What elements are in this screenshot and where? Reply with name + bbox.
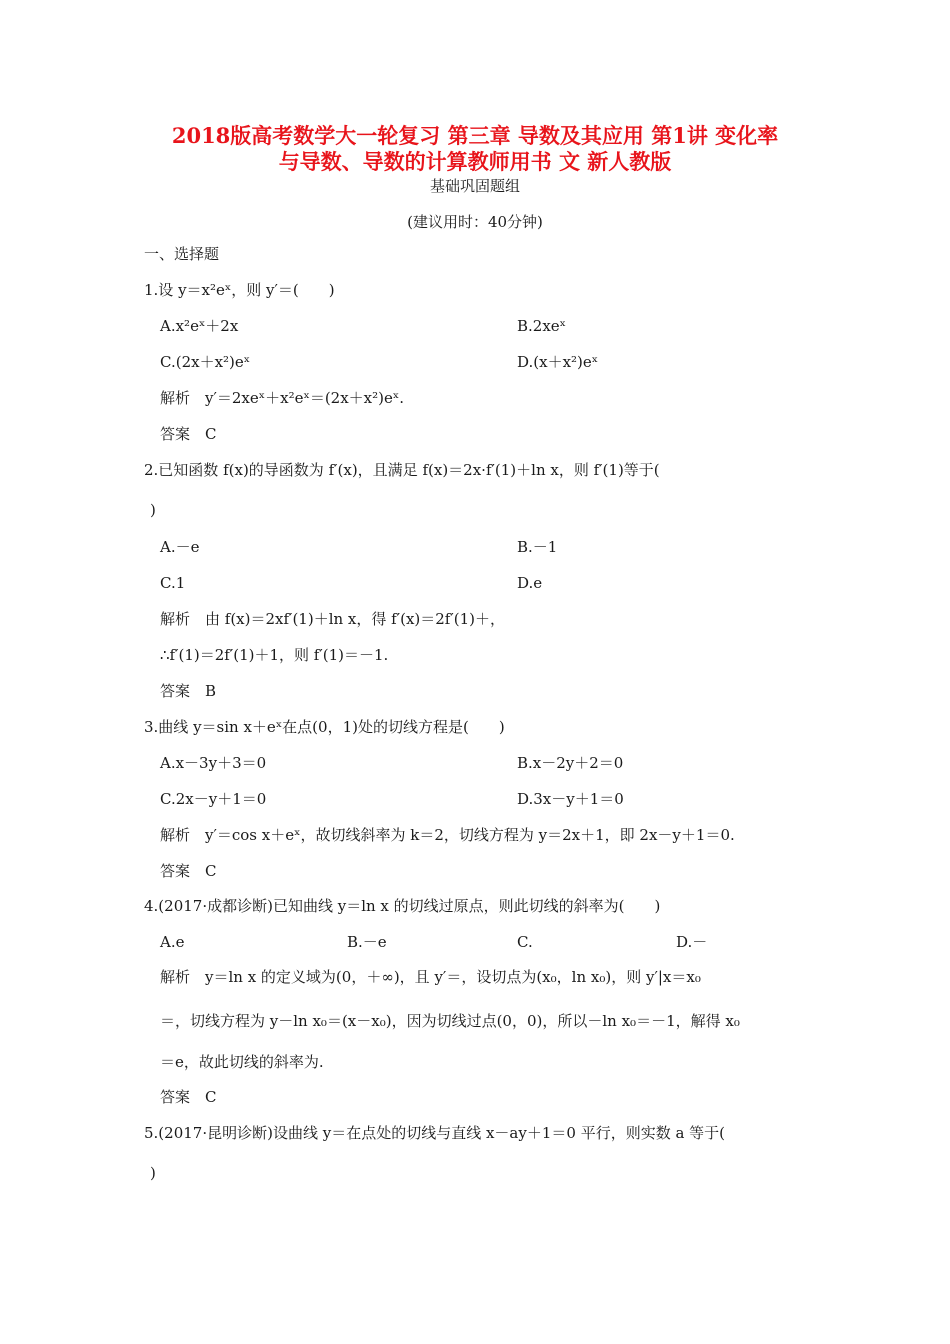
q2-option-a: A.－e: [160, 538, 200, 556]
q1-option-c: C.(2x＋x²)eˣ: [160, 353, 251, 371]
q4-analysis-line-3: ＝e，故此切线的斜率为.: [160, 1053, 324, 1071]
q2-option-b: B.－1: [517, 538, 558, 556]
q5-stem-continued: ): [150, 1164, 156, 1182]
q4-answer: 答案 C: [160, 1088, 217, 1106]
q3-analysis: 解析 y′＝cos x＋eˣ，故切线斜率为 k＝2，切线方程为 y＝2x＋1，即 2x－y＋1＝0.: [160, 826, 735, 844]
q3-option-b: B.x－2y＋2＝0: [517, 754, 624, 772]
q2-option-c: C.1: [160, 574, 186, 592]
q4-option-c: C.: [517, 933, 533, 951]
q2-analysis-line-2: ∴f′(1)＝2f′(1)＋1，则 f′(1)＝－1.: [160, 646, 389, 664]
q1-stem: 1.设 y＝x²eˣ，则 y′＝( ): [144, 281, 335, 299]
q4-analysis-line-2: ＝，切线方程为 y－ln x₀＝(x－x₀)，因为切线过点(0，0)，所以－ln x₀＝－1，解得 x₀: [160, 1012, 740, 1030]
q1-answer: 答案 C: [160, 425, 217, 443]
q4-stem: 4.(2017·成都诊断)已知曲线 y＝ln x 的切线过原点，则此切线的斜率为( ): [144, 897, 661, 915]
q1-option-d: D.(x＋x²)eˣ: [517, 353, 599, 371]
q3-answer: 答案 C: [160, 862, 217, 880]
q1-option-a: A.x²eˣ＋2x: [160, 317, 239, 335]
section-heading: 一、选择题: [144, 245, 220, 263]
q2-stem: 2.已知函数 f(x)的导函数为 f′(x)，且满足 f(x)＝2x·f′(1)＋ln x，则 f′(1)等于(: [144, 461, 660, 479]
q3-stem: 3.曲线 y＝sin x＋eˣ在点(0，1)处的切线方程是( ): [144, 718, 505, 736]
q4-option-a: A.e: [160, 933, 185, 951]
q3-option-a: A.x－3y＋3＝0: [160, 754, 267, 772]
document-title-line-1: 2018版高考数学大一轮复习 第三章 导数及其应用 第1讲 变化率: [171, 123, 779, 148]
document-title-line-2: 与导数、导数的计算教师用书 文 新人教版: [278, 149, 672, 174]
q3-option-c: C.2x－y＋1＝0: [160, 790, 267, 808]
q5-stem: 5.(2017·昆明诊断)设曲线 y＝在点处的切线与直线 x－ay＋1＝0 平行，则实数 a 等于(: [144, 1124, 726, 1142]
q3-option-d: D.3x－y＋1＝0: [517, 790, 624, 808]
q2-stem-continued: ): [150, 501, 156, 519]
q4-option-b: B.－e: [347, 933, 387, 951]
q1-analysis: 解析 y′＝2xeˣ＋x²eˣ＝(2x＋x²)eˣ.: [160, 389, 405, 407]
q2-analysis-line-1: 解析 由 f(x)＝2xf′(1)＋ln x，得 f′(x)＝2f′(1)＋，: [160, 610, 506, 628]
q4-analysis-line-1: 解析 y＝ln x 的定义域为(0，＋∞)，且 y′＝，设切点为(x₀，ln x₀)，则 y′|x＝x₀: [160, 968, 701, 986]
q2-answer: 答案 B: [160, 682, 217, 700]
q2-option-d: D.e: [517, 574, 543, 592]
time-note: (建议用时：40分钟): [407, 213, 543, 231]
group-heading: 基础巩固题组: [429, 177, 520, 195]
q1-option-b: B.2xeˣ: [517, 317, 567, 335]
q4-option-d: D.－: [676, 933, 708, 951]
